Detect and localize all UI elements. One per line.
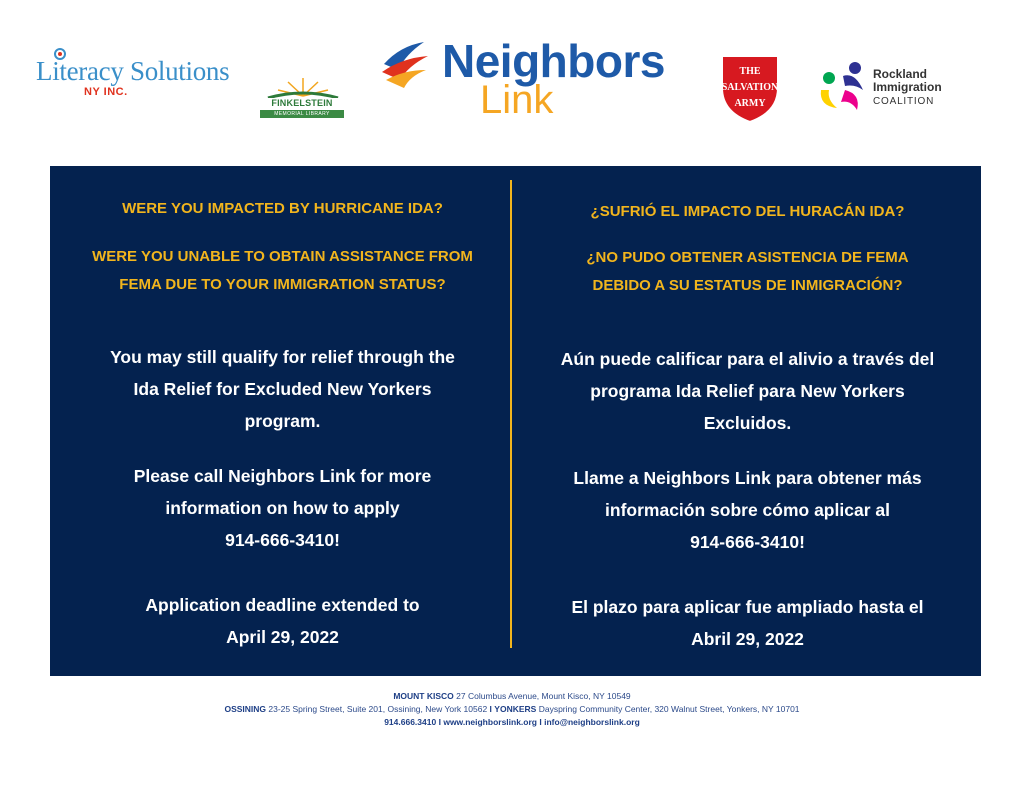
english-p1-line3: program. <box>244 411 321 431</box>
footer-mount-kisco <box>0 690 1024 703</box>
footer-separator: I <box>539 717 542 727</box>
finkelstein-sub: MEMORIAL LIBRARY <box>260 110 344 118</box>
salvation-army-logo <box>718 52 782 129</box>
yonkers-label: YONKERS <box>494 704 537 714</box>
rockland-line1: Rockland <box>873 67 928 81</box>
info-panel <box>50 166 981 676</box>
neighbors-link-logo <box>380 30 665 130</box>
english-p2-line2: information on how to apply <box>165 498 400 518</box>
salvation-line3: ARMY <box>734 98 766 109</box>
spanish-phone: 914-666-3410! <box>690 532 805 552</box>
literacy-name: Literacy Solutions <box>36 56 230 86</box>
rockland-coalition-logo <box>815 60 965 120</box>
spanish-p1-line3: Excluidos. <box>703 413 792 433</box>
spanish-q2-line1: ¿NO PUDO OBTENER ASISTENCIA DE FEMA <box>586 249 909 266</box>
english-p1-line2: Ida Relief for Excluded New Yorkers <box>133 379 432 399</box>
people-figures-icon <box>815 60 871 116</box>
salvation-line2: SALVATION <box>721 82 779 93</box>
english-deadline-line1: Application deadline extended to <box>145 595 420 615</box>
neighbors-word: Neighbors <box>442 35 665 87</box>
footer-ossining-yonkers <box>0 703 1024 716</box>
finkelstein-logo <box>258 74 348 122</box>
rockland-line3: COALITION <box>873 96 935 107</box>
yonkers-address: Dayspring Community Center, 320 Walnut Street, Yonkers, NY 10701 <box>538 704 800 714</box>
english-p2-line1: Please call Neighbors Link for more <box>133 466 432 486</box>
mount-kisco-label: MOUNT KISCO <box>393 691 454 701</box>
english-q1: WERE YOU IMPACTED BY HURRICANE IDA? <box>122 200 443 217</box>
column-divider <box>510 180 512 648</box>
spanish-p2-line2: información sobre cómo aplicar al <box>605 500 890 520</box>
literacy-solutions-logo <box>36 46 276 106</box>
literacy-sub: NY INC. <box>84 86 128 98</box>
footer-contact <box>0 716 1024 729</box>
mount-kisco-address: 27 Columbus Avenue, Mount Kisco, NY 10549 <box>456 691 631 701</box>
sunrise-book-icon <box>258 74 348 100</box>
english-q2-line1: WERE YOU UNABLE TO OBTAIN ASSISTANCE FROM <box>92 248 473 265</box>
rockland-line2: Immigration <box>873 80 942 94</box>
footer-separator: I <box>489 704 492 714</box>
spanish-p2-line1: Llame a Neighbors Link para obtener más <box>573 468 922 488</box>
spanish-q2-line2: DEBIDO A SU ESTATUS DE INMIGRACIÓN? <box>592 277 903 294</box>
spanish-p1-line1: Aún puede calificar para el alivio a través del <box>560 349 935 369</box>
spanish-deadline-line1: El plazo para aplicar fue ampliado hasta el <box>571 597 924 617</box>
footer-phone[interactable]: 914.666.3410 <box>384 717 437 727</box>
english-deadline-date: April 29, 2022 <box>226 627 339 647</box>
spanish-p1-line2: programa Ida Relief para New Yorkers <box>590 381 905 401</box>
salvation-line1: THE <box>739 66 761 77</box>
spanish-deadline-date: Abril 29, 2022 <box>691 629 804 649</box>
link-word: Link <box>480 78 554 122</box>
footer-email-link[interactable]: info@neighborslink.org <box>544 717 640 727</box>
shield-icon <box>718 52 782 124</box>
footer-website-link[interactable]: www.neighborslink.org <box>443 717 537 727</box>
birds-icon <box>380 36 440 96</box>
spanish-q1: ¿SUFRIÓ EL IMPACTO DEL HURACÁN IDA? <box>590 203 905 220</box>
english-phone: 914-666-3410! <box>225 530 340 550</box>
english-p1-line1: You may still qualify for relief through the <box>110 347 455 367</box>
footer-separator: I <box>438 717 441 727</box>
ossining-label: OSSINING <box>224 704 267 714</box>
ossining-address: 23-25 Spring Street, Suite 201, Ossining, New York 10562 <box>268 704 488 714</box>
finkelstein-name: FINKELSTEIN <box>258 98 346 108</box>
english-q2-line2: FEMA DUE TO YOUR IMMIGRATION STATUS? <box>119 276 446 293</box>
